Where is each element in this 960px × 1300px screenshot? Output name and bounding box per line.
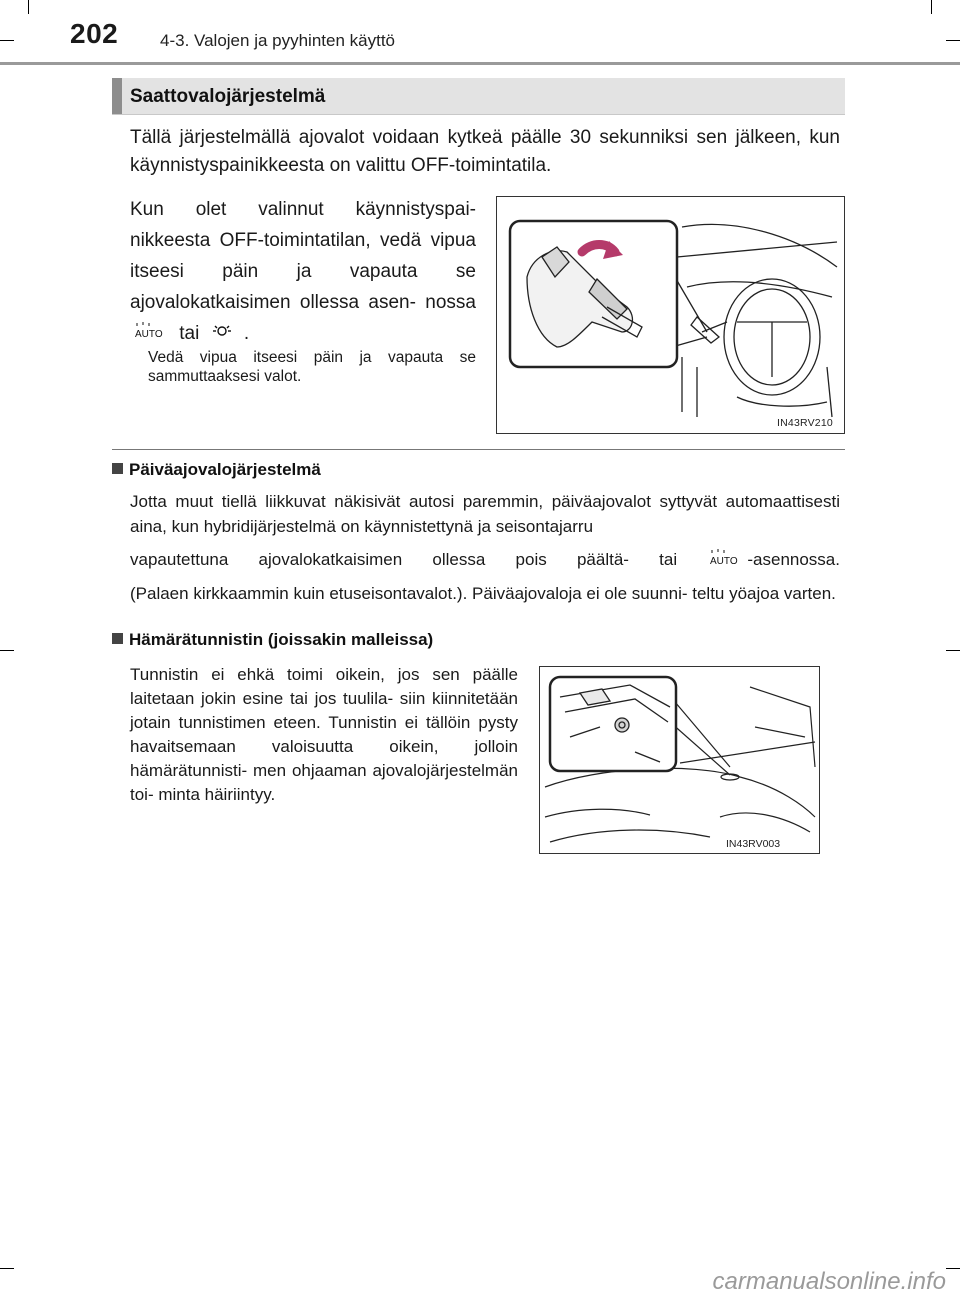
lever-illustration bbox=[497, 197, 844, 433]
instruction-text: Kun olet valinnut käynnistyspai- nikkeesta OFF-toimintatilan, vedä vipua itseesi päin ja vapauta se ajovalokatkaisimen ollessa asen- nossa bbox=[130, 199, 476, 313]
section-accent bbox=[112, 78, 122, 114]
sensor-text: Tunnistin ei ehkä toimi oikein, jos sen päälle laitetaan jokin esine tai jos tuulila- siin kiinnitetään jotain tunnistimen eteen. Tunnistin ei tällöin pysty havaitsemaan valoisuutta oikein, jolloin hämärätunnisti- men ohjaaman ajovalojärjestelmän toi- minta häiriintyy. bbox=[130, 665, 518, 804]
section-title-bar bbox=[112, 78, 845, 115]
page-header bbox=[0, 0, 960, 66]
crop-mark bbox=[0, 1268, 14, 1269]
section-divider bbox=[112, 449, 845, 450]
daytime-para2-start: vapautettuna ajovalokatkaisimen ollessa pois päältä- tai bbox=[130, 550, 678, 569]
daytime-heading bbox=[112, 460, 321, 480]
section-note: Vedä vipua itseesi päin ja vapauta se sammuttaaksesi valot. bbox=[148, 349, 476, 385]
crop-mark bbox=[946, 1268, 960, 1269]
instruction-tai: tai bbox=[179, 323, 200, 344]
bullet-square bbox=[112, 633, 123, 644]
bullet-square bbox=[112, 463, 123, 474]
crop-mark bbox=[946, 650, 960, 651]
figure-id: IN43RV003 bbox=[726, 838, 781, 850]
figure-headlight-lever bbox=[496, 196, 845, 434]
headlight-position-icon bbox=[211, 318, 233, 349]
daytime-heading-text: Päiväajovalojärjestelmä bbox=[129, 460, 321, 479]
page-number: 202 bbox=[70, 18, 119, 49]
auto-text: AUTO bbox=[135, 329, 163, 340]
section-title: Saattovalojärjestelmä bbox=[130, 86, 326, 107]
figure-id: IN43RV210 bbox=[777, 417, 833, 429]
section-instruction bbox=[130, 194, 476, 349]
sensor-heading bbox=[112, 630, 433, 650]
chapter-title: 4-3. Valojen ja pyyhinten käyttö bbox=[160, 31, 395, 50]
header-rule bbox=[0, 62, 960, 65]
auto-text: AUTO bbox=[710, 556, 738, 567]
auto-light-icon bbox=[709, 548, 745, 573]
daytime-para1: Jotta muut tiellä liikkuvat näkisivät autosi paremmin, päiväajovalot syttyvät automaattisesti aina, kun hybridijärjestelmä on käynnistettynä ja seisontajarru bbox=[130, 492, 840, 536]
sensor-heading-text: Hämärätunnistin (joissakin malleissa) bbox=[129, 630, 434, 649]
instruction-end: . bbox=[243, 323, 250, 344]
auto-light-icon bbox=[134, 318, 170, 349]
crop-mark bbox=[0, 650, 14, 651]
sensor-illustration bbox=[540, 667, 819, 853]
figure-light-sensor bbox=[539, 666, 820, 854]
section-intro: Tällä järjestelmällä ajovalot voidaan kytkeä päälle 30 sekunniksi sen jälkeen, kun käynnistyspainikkeesta on valittu OFF-toimintatila. bbox=[130, 127, 840, 176]
daytime-para2 bbox=[130, 547, 840, 573]
daytime-para2-end: -asennossa. bbox=[747, 550, 840, 569]
daytime-para3: (Palaen kirkkaammin kuin etuseisontavalot.). Päiväajovaloja ei ole suunni- teltu yöajoa varten. bbox=[130, 584, 836, 603]
watermark: carmanualsonline.info bbox=[712, 1268, 946, 1295]
